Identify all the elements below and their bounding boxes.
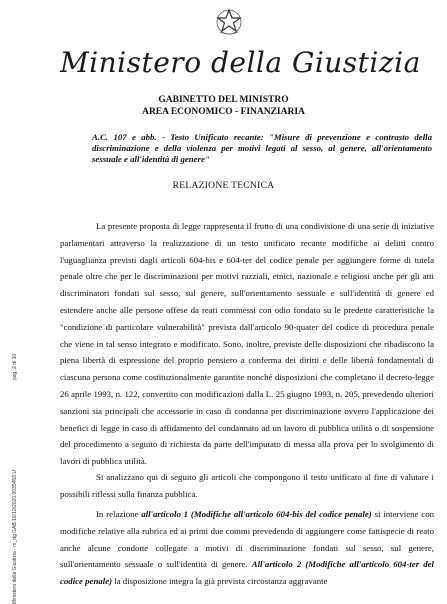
subject-reference: A.C. 107 e abb. - Testo Unificato recante: — [92, 132, 264, 142]
paragraph-2-text: Si analizzano qui di seguito gli articoli che compongono il testo unificato al fine di valutare i possibili riflessi sulla finanza pubblica. — [60, 472, 434, 499]
page-number-text: pag. 2 di 10 — [12, 353, 18, 380]
article-2-ref: All'articolo 2 (Modifiche all'articolo 604-ter del codice penale) — [60, 559, 434, 587]
paragraph-1 — [60, 218, 434, 470]
paragraph-3-body: si interviene con modifiche relative alla rubrica ed ai primi due commi prevedendo di aggiungere come fattispecie di reato anche alcune condotte collegate a motivi di discriminazione fondati sul sesso, sul genere, sull'orientamento sessuale o sull'identità di genere. — [60, 509, 434, 570]
paragraph-3-tail: la disposizione integra la già prevista circostanza aggravante — [112, 576, 328, 587]
state-emblem-icon — [214, 8, 244, 36]
paragraph-3 — [60, 506, 434, 590]
article-1-ref: all'articolo 1 (Modifiche all'articolo 604-bis del codice penale) — [141, 509, 372, 519]
paragraph-1-text: La presente proposta di legge rappresenta il frutto di una condivisione di una serie di iniziative parlamentari attraverso la realizzazione di un testo unificato recante modifiche ai delitti contro l'uguaglianza previsti dagli articoli 604-bis e 604-ter del codice penale per aggiungere forme di tutela penale oltre che per le discriminazioni per motivi razziali, etnici, nazionale e religiosi anche per gli atti discriminatori fondati sul sesso, sul genere, sull'orientamento sessuale e sull'identità di genere ed estendere anche alle persone offese da reati commessi con odio fondato su le predette caratteristiche la "condizione di particolare vulnerabilità" prevista dall'articolo 90-quater del codice di procedura penale che viene in tal senso integrato e modificato. Sono, inoltre, previste delle disposizioni che ribadiscono la piena libertà di espressione del proprio pensiero a conferma dei diritti e delle libertà fondamentali di ciascuna persona come costituzionalmente garantite nonché disposizioni che completano il decreto-legge 26 aprile 1993, n. 122, convertito con modificazioni dalla L. 25 giugno 1993, n. 205, prevedendo ulteriori sanzioni sia principali che accessorie in caso di condanna per discriminazione ovvero l'applicazione dei benefici di legge in caso di affidamento del condannato ad un lavoro di pubblica utilità o di sospensione del procedimento a seguito di richiesta da parte dell'imputato di messa alla prova per lo svolgimento di lavori di pubblica utilità. — [60, 221, 434, 467]
paragraph-3-text — [60, 506, 434, 590]
paragraph-2 — [60, 469, 434, 503]
department-line-2: AREA ECONOMICO - FINANZIARIA — [142, 107, 305, 117]
department-line-1: GABINETTO DEL MINISTRO — [158, 95, 289, 105]
subject-block — [92, 132, 432, 166]
subject-title: "Misure di prevenzione e contrasto della discriminazione e della violenza per motivi legati al sesso, al genere, all'orientamento sessuale e all'identità di genere" — [92, 132, 433, 165]
document-heading: RELAZIONE TECNICA — [172, 181, 275, 191]
paragraph-3-lead: In relazione — [96, 509, 142, 519]
protocol-text: Ministero della Giustizia - m_dg.GAB.16/10/2020.0035453.U — [12, 470, 18, 604]
page-number — [2, 340, 18, 380]
ministry-logotype: Ministero della Giustizia — [60, 46, 421, 79]
